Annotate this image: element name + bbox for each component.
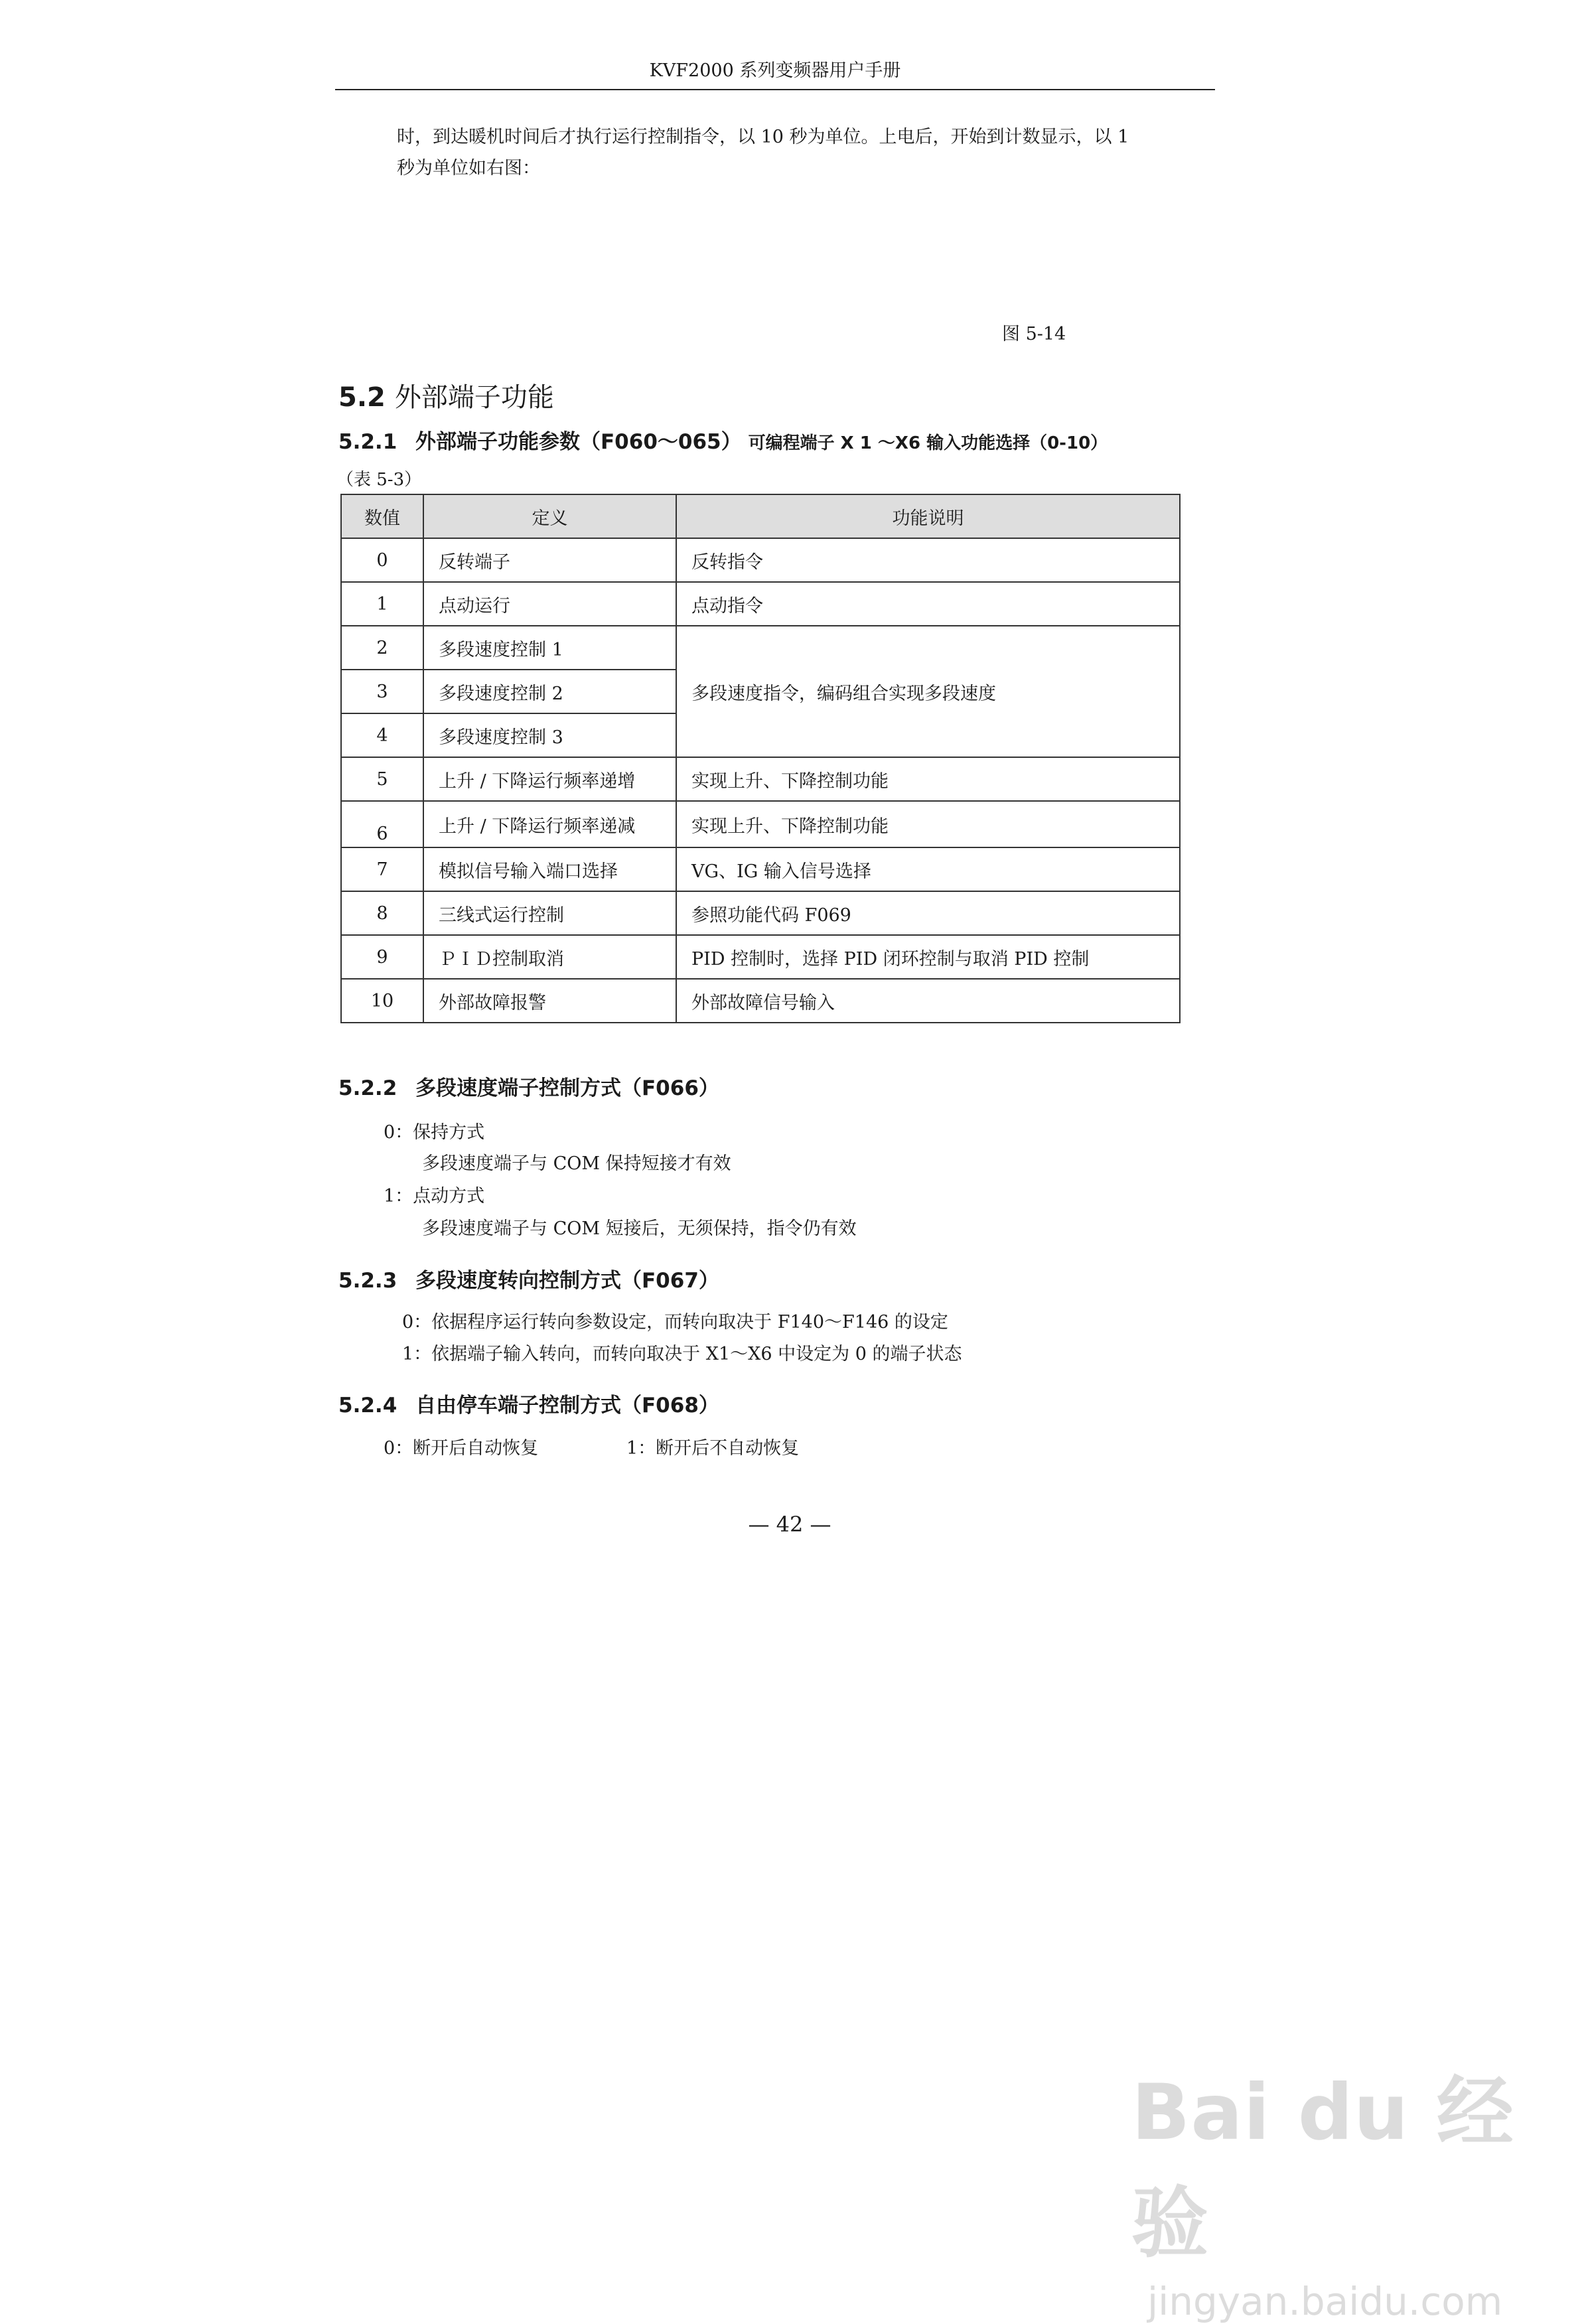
cell-value: 7 xyxy=(341,847,423,891)
cell-definition: 外部故障报警 xyxy=(423,979,676,1023)
cell-value: 10 xyxy=(341,979,423,1023)
table-row xyxy=(341,538,1180,582)
cell-value: 9 xyxy=(341,935,423,979)
table-row xyxy=(341,757,1180,801)
page-number: — 42 — xyxy=(748,1512,831,1537)
figure-caption: 图 5-14 xyxy=(1002,324,1066,344)
subsection-number: 5.2.3 xyxy=(338,1269,397,1293)
subsection-suffix: 可编程端子 X 1 ～X6 输入功能选择（0-10） xyxy=(748,433,1108,453)
cell-description: 点动指令 xyxy=(676,582,1180,626)
option-1: 1：断开后不自动恢复 xyxy=(626,1438,800,1459)
subsection-5-2-2-heading xyxy=(338,1071,719,1101)
cell-definition: 上升 / 下降运行频率递减 xyxy=(423,801,676,847)
subsection-5-2-1-heading xyxy=(338,425,1108,455)
option-1-description: 多段速度端子与 COM 短接后，无须保持，指令仍有效 xyxy=(422,1218,857,1239)
table-row xyxy=(341,847,1180,891)
cell-definition: 多段速度控制 2 xyxy=(423,670,676,713)
cell-description-merged: 多段速度指令，编码组合实现多段速度 xyxy=(676,626,1180,757)
table-header-row xyxy=(341,494,1180,538)
subsection-number: 5.2.1 xyxy=(338,430,397,454)
intro-line-2: 秒为单位如右图： xyxy=(397,158,540,179)
cell-definition: 多段速度控制 1 xyxy=(423,626,676,670)
cell-value: 5 xyxy=(341,757,423,801)
table-row xyxy=(341,935,1180,979)
subsection-5-2-4-heading xyxy=(338,1388,719,1418)
subsection-5-2-3-heading xyxy=(338,1264,719,1293)
cell-definition: 点动运行 xyxy=(423,582,676,626)
cell-definition: 反转端子 xyxy=(423,538,676,582)
cell-description: 外部故障信号输入 xyxy=(676,979,1180,1023)
section-heading xyxy=(338,376,554,414)
cell-description: VG、IG 输入信号选择 xyxy=(676,847,1180,891)
baidu-watermark-logo xyxy=(1131,2051,1580,2324)
cell-value: 6 xyxy=(341,801,423,847)
watermark-main: Bai du 经验 xyxy=(1131,2068,1514,2268)
intro-line-1: 时，到达暖机时间后才执行运行控制指令，以 10 秒为单位。上电后，开始到计数显示，以 1 xyxy=(397,127,1129,147)
option-0: 0：断开后自动恢复 xyxy=(384,1438,539,1459)
cell-definition: 上升 / 下降运行频率递增 xyxy=(423,757,676,801)
cell-description: PID 控制时，选择 PID 闭环控制与取消 PID 控制 xyxy=(676,935,1180,979)
section-title: 外部端子功能 xyxy=(394,382,554,413)
running-header: KVF2000 系列变频器用户手册 xyxy=(649,60,901,81)
section-number: 5.2 xyxy=(338,382,386,413)
table-row xyxy=(341,979,1180,1023)
cell-definition: 三线式运行控制 xyxy=(423,891,676,935)
header-definition: 定义 xyxy=(423,494,676,538)
subsection-title: 多段速度端子控制方式（F066） xyxy=(415,1076,719,1100)
cell-value: 8 xyxy=(341,891,423,935)
cell-definition: 模拟信号输入端口选择 xyxy=(423,847,676,891)
option-0-description: 多段速度端子与 COM 保持短接才有效 xyxy=(422,1153,731,1174)
cell-value: 3 xyxy=(341,670,423,713)
terminal-function-table xyxy=(340,494,1181,1023)
table-row xyxy=(341,801,1180,847)
cell-description: 反转指令 xyxy=(676,538,1180,582)
cell-value: 0 xyxy=(341,538,423,582)
cell-value: 1 xyxy=(341,582,423,626)
cell-definition: 多段速度控制 3 xyxy=(423,713,676,757)
header-rule xyxy=(335,89,1215,90)
subsection-number: 5.2.4 xyxy=(338,1394,397,1417)
subsection-title: 自由停车端子控制方式（F068） xyxy=(415,1394,719,1417)
subsection-title: 外部端子功能参数（F060～065） xyxy=(415,430,742,454)
cell-value: 2 xyxy=(341,626,423,670)
table-row xyxy=(341,626,1180,670)
option-1: 1：依据端子输入转向，而转向取决于 X1～X6 中设定为 0 的端子状态 xyxy=(402,1344,962,1364)
cell-value: 4 xyxy=(341,713,423,757)
cell-description: 实现上升、下降控制功能 xyxy=(676,757,1180,801)
subsection-title: 多段速度转向控制方式（F067） xyxy=(415,1269,719,1293)
option-1: 1：点动方式 xyxy=(384,1186,485,1206)
cell-description: 参照功能代码 F069 xyxy=(676,891,1180,935)
option-0: 0：依据程序运行转向参数设定，而转向取决于 F140～F146 的设定 xyxy=(402,1312,948,1333)
header-description: 功能说明 xyxy=(676,494,1180,538)
header-value: 数值 xyxy=(341,494,423,538)
table-caption: （表 5-3） xyxy=(336,470,422,490)
subsection-number: 5.2.2 xyxy=(338,1076,397,1100)
table-row xyxy=(341,891,1180,935)
watermark-url: jingyan.baidu.com xyxy=(1147,2279,1503,2324)
cell-description: 实现上升、下降控制功能 xyxy=(676,801,1180,847)
cell-definition: ＰＩＤ控制取消 xyxy=(423,935,676,979)
option-0: 0：保持方式 xyxy=(384,1122,485,1143)
table-row xyxy=(341,582,1180,626)
